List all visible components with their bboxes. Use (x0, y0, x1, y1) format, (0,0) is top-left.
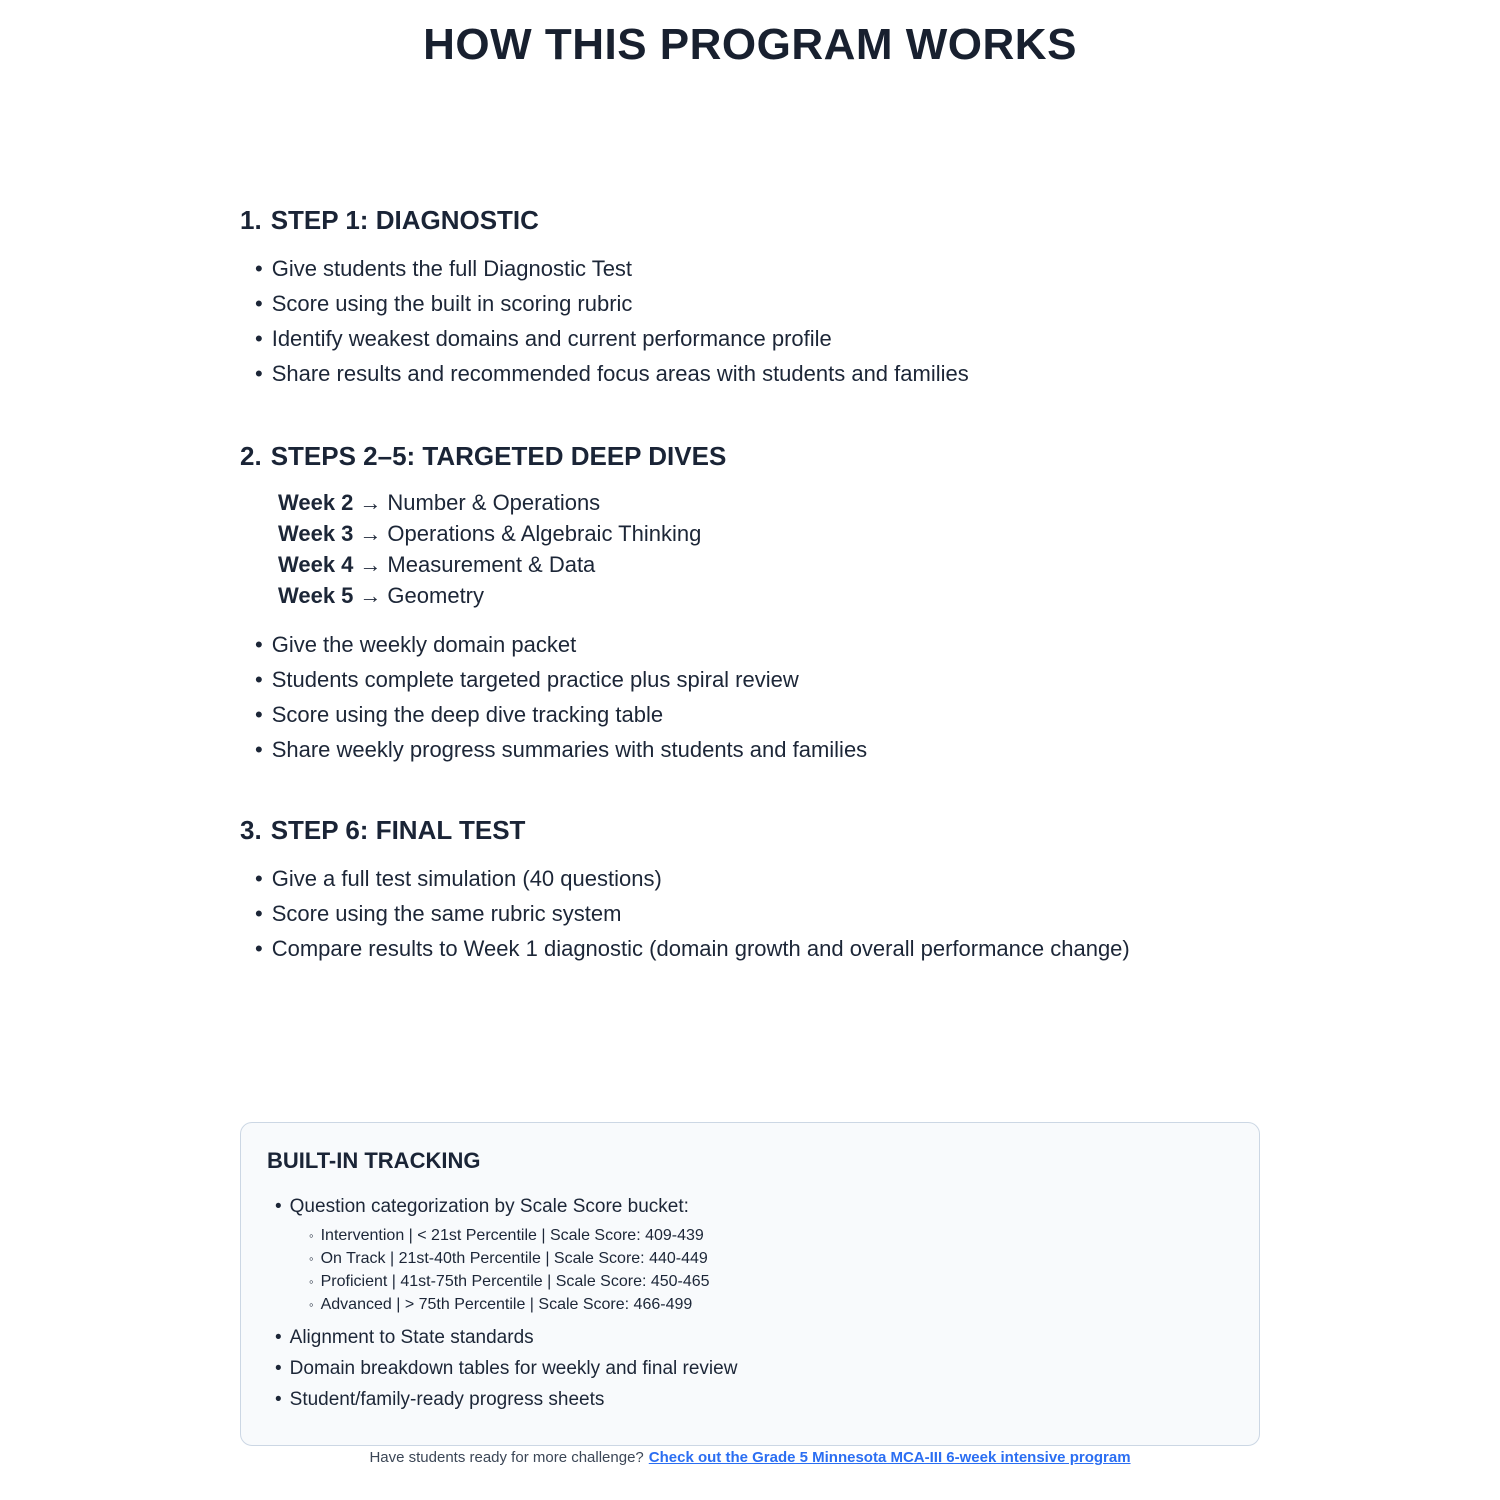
bullet-icon: • (255, 256, 263, 281)
sub-bullet-item (309, 1247, 1233, 1270)
bullet-icon: • (255, 936, 263, 961)
bullet-icon: • (255, 326, 263, 351)
bullet-item (275, 1191, 1233, 1222)
bullet-item (255, 931, 1260, 966)
bullet-text: Compare results to Week 1 diagnostic (domain growth and overall performance change) (271, 936, 1130, 961)
bullet-text: Students complete targeted practice plus spiral review (271, 667, 799, 692)
bullet-text: Give the weekly domain packet (271, 632, 577, 657)
week-label: Week 5 (278, 583, 354, 608)
bullet-item (255, 627, 1260, 662)
week-item (278, 580, 1260, 611)
bullet-text: Identify weakest domains and current performance profile (271, 326, 832, 351)
bullet-item (255, 732, 1260, 767)
bullet-icon: • (255, 667, 263, 692)
sub-bullet-icon: ◦ (309, 1251, 314, 1266)
week-topic: Geometry (387, 583, 485, 608)
bullet-item (255, 662, 1260, 697)
bullet-text: Score using the deep dive tracking table (271, 702, 664, 727)
bullet-icon: • (255, 632, 263, 657)
week-label: Week 3 (278, 521, 354, 546)
bullet-icon: • (255, 737, 263, 762)
footer-link[interactable]: Check out the Grade 5 Minnesota MCA-III 6-week intensive program (648, 1449, 1131, 1466)
section-steps-2-5 (240, 441, 1260, 767)
section-number: 1. (240, 205, 262, 235)
section-step-6 (240, 815, 1260, 966)
bullet-text: Question categorization by Scale Score bucket: (289, 1196, 689, 1217)
bullet-text: Share weekly progress summaries with students and families (271, 737, 868, 762)
week-item (278, 549, 1260, 580)
bullet-item (255, 356, 1260, 391)
section-title: STEPS 2–5: TARGETED DEEP DIVES (270, 441, 727, 471)
bullet-icon: • (275, 1389, 282, 1410)
week-topic: Number & Operations (387, 490, 601, 515)
sub-bullet-text: On Track | 21st-40th Percentile | Scale Score: 440-449 (320, 1250, 708, 1267)
bullet-icon: • (255, 361, 263, 386)
week-item (278, 518, 1260, 549)
week-topic: Measurement & Data (387, 552, 596, 577)
sub-bullet-text: Proficient | 41st-75th Percentile | Scale Score: 450-465 (320, 1273, 710, 1290)
tracking-box-heading: BUILT-IN TRACKING (267, 1148, 481, 1173)
arrow-icon: → (359, 490, 382, 515)
sub-bullet-icon: ◦ (309, 1274, 314, 1289)
bullet-icon: • (275, 1327, 282, 1348)
sub-bullet-item (309, 1270, 1233, 1293)
week-label: Week 2 (278, 490, 354, 515)
section-title: STEP 1: DIAGNOSTIC (270, 205, 539, 235)
bullet-item (275, 1322, 1233, 1353)
bullet-item (275, 1384, 1233, 1415)
bullet-text: Alignment to State standards (289, 1327, 534, 1348)
scale-score-buckets (275, 1224, 1233, 1316)
arrow-icon: → (359, 583, 382, 608)
section-step-1 (240, 205, 1260, 391)
bullet-text: Give a full test simulation (40 questions) (271, 866, 662, 891)
sub-bullet-icon: ◦ (309, 1228, 314, 1243)
section-number: 2. (240, 441, 262, 471)
sub-bullet-icon: ◦ (309, 1297, 314, 1312)
page-title: HOW THIS PROGRAM WORKS (423, 20, 1077, 69)
tracking-box (240, 1122, 1260, 1446)
section-2-heading (240, 441, 1260, 471)
arrow-icon: → (359, 552, 382, 577)
bullet-icon: • (275, 1358, 282, 1379)
section-title: STEP 6: FINAL TEST (270, 815, 526, 845)
week-label: Week 4 (278, 552, 354, 577)
sub-bullet-item (309, 1224, 1233, 1247)
bullet-text: Give students the full Diagnostic Test (271, 256, 633, 281)
week-topic: Operations & Algebraic Thinking (387, 521, 702, 546)
sub-bullet-text: Intervention | < 21st Percentile | Scale Score: 409-439 (320, 1227, 704, 1244)
bullet-item (255, 896, 1260, 931)
section-1-heading (240, 205, 1260, 235)
bullet-item (275, 1353, 1233, 1384)
bullet-text: Share results and recommended focus areas with students and families (271, 361, 969, 386)
bullet-item (255, 321, 1260, 356)
arrow-icon: → (359, 521, 382, 546)
bullet-text: Score using the built in scoring rubric (271, 291, 633, 316)
bullet-text: Student/family-ready progress sheets (289, 1389, 605, 1410)
week-item (278, 487, 1260, 518)
bullet-icon: • (255, 702, 263, 727)
bullet-item (255, 697, 1260, 732)
bullet-item (255, 861, 1260, 896)
bullet-icon: • (255, 291, 263, 316)
bullet-item (255, 286, 1260, 321)
section-number: 3. (240, 815, 262, 845)
bullet-text: Score using the same rubric system (271, 901, 622, 926)
bullet-item (255, 251, 1260, 286)
bullet-text: Domain breakdown tables for weekly and final review (289, 1358, 738, 1379)
bullet-icon: • (275, 1196, 282, 1217)
sub-bullet-item (309, 1293, 1233, 1316)
sub-bullet-text: Advanced | > 75th Percentile | Scale Score: 466-499 (320, 1296, 693, 1313)
footer-note (0, 1448, 1500, 1468)
section-3-heading (240, 815, 1260, 845)
footer-prefix-text: Have students ready for more challenge? (369, 1449, 644, 1466)
week-schedule (240, 487, 1260, 611)
bullet-icon: • (255, 866, 263, 891)
bullet-icon: • (255, 901, 263, 926)
